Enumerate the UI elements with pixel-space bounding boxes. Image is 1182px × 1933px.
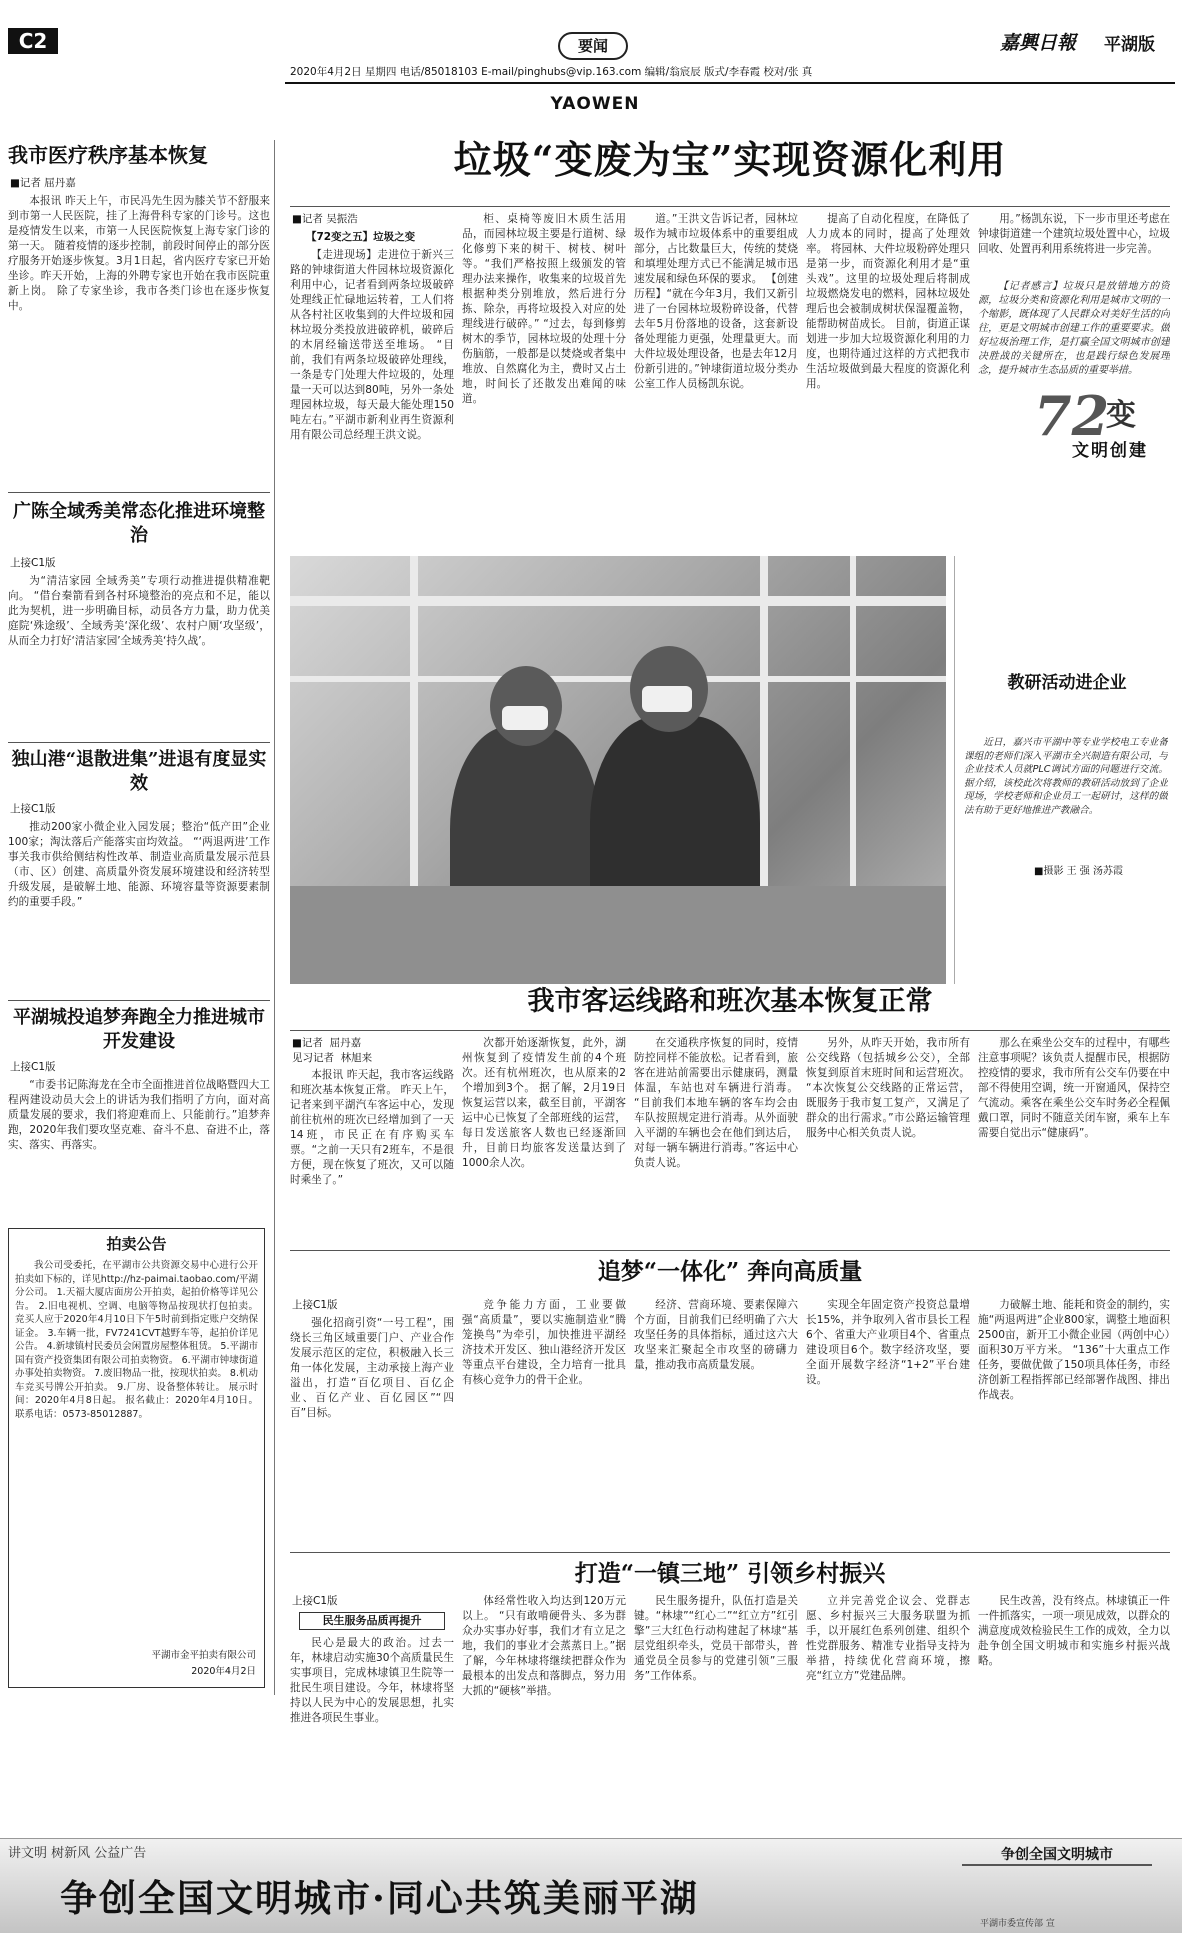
feature-col-1: 【走进现场】走进位于新兴三路的钟埭街道大件园林垃圾资源化利用中心，记者看到两条垃圾破碎处理线正忙碌地运转着，工人们将从各村社区收集到的大件垃圾和园林垃圾分类投放进破碎机，破碎后的木屑经输送带送至堆场。 “目前，我们有两条垃圾破碎处理线，一条是专门处理大件垃圾的，处理量一天可以达到80吨，另外一条处理园林垃圾，每天最大能处理150吨左右。”平湖市新利业再生资源利用有限公司总经理王洪文说。 [290, 249, 454, 441]
divider [8, 742, 270, 743]
banner-slogan: 争创全国文明城市·同心共筑美丽平湖 [60, 1876, 699, 1920]
byline-rural: 上接C1版 [292, 1595, 338, 1607]
date-line: 2020年4月2日 星期四 电话/85018103 E-mail/pinghubs@vip.163.com 编辑/翁宸辰 版式/李春霞 校对/张 真 [290, 66, 813, 78]
page-label: C2 [8, 28, 58, 54]
banner-emblem: 争创全国文明城市 [962, 1844, 1152, 1866]
column-divider [274, 140, 275, 1695]
headline-dushangang: 独山港“退散进集”进退有度显实效 [11, 749, 267, 795]
divider [290, 206, 1170, 207]
headline-chengtou: 平湖城投追梦奔跑全力推进城市开发建设 [13, 1007, 265, 1053]
auction-body: 我公司受委托，在平湖市公共资源交易中心进行公开拍卖如下标的，详见http://hz-paimai.taobao.com/平湖分公司。 1.天福大厦店面房公开拍卖，起拍价格等详见公告。 2.旧电视机、空调、电脑等物品按现状打包拍卖。 竞买人应于2020年4月10日下午5时前到指定账户交纳保证金。 3.车辆一批，FV7241CVT越野车等，起拍价详见公告。 4.新埭镇村民委员会闲置房屋整体租赁。 5.平湖市国有资产投资集团有限公司拍卖物资。 6.平湖市钟埭街道办事处拍卖物资。 7.废旧物品一批，按现状拍卖。 8.机动车竞买号牌公开拍卖。 9.厂房、设备整体转让。 展示时间：2020年4月8日起。 报名截止：2020年4月10日。 联系电话：0573-85012887。 [15, 1260, 258, 1420]
auction-title: 拍卖公告 [106, 1235, 167, 1253]
byline-dushangang: 上接C1版 [10, 803, 56, 815]
feature-col-2: 柜、桌椅等废旧木质生活用品，而园林垃圾主要是行道树、绿化修剪下来的树干、树枝、树叶等。“我们严格按照上级颁发的管理办法来操作，收集来的垃圾首先根据种类分别堆放，然后进行分拣、除杂，再将垃圾投入对应的处理线进行破碎。” “过去，每到修剪树木的季节，园林垃圾的处理十分伤脑筋，一般都是以焚烧或者集中堆放、自然腐化为主，费时又占土地，时间长了还散发出难闻的味道。 [462, 213, 626, 405]
feature-col-3: 道。”王洪文告诉记者，园林垃圾作为城市垃圾体系中的重要组成部分，占比数量巨大，传统的焚烧和填埋处理方式已不能满足城市迅速发展和绿色环保的要求。 【创建历程】“就在今年3月，我们又新引进了一台园林垃圾粉碎设备，代替去年5月份落地的设备，这套新设备处理能力更强，处理量更大。而大件垃圾处理设备，也是去年12月份新引进的。”钟埭街道垃圾分类办公室工作人员杨凯东说。 [634, 213, 798, 390]
divider [8, 1000, 270, 1001]
section-pinyin: YAOWEN [550, 94, 640, 114]
headline-integration: 追梦“一体化” 奔向高质量 [597, 1258, 863, 1285]
integration-col-4: 实现全年固定资产投资总量增长15%，并争取列入省市县长工程6个、省重大产业项目4个、省重点建设项目6个。数字经济攻坚，要全面开展数字经济“1+2”平台建设。 [806, 1299, 970, 1386]
feature-tag: 【72变之五】垃圾之变 [306, 231, 416, 243]
transport-col-1: 本报讯 昨天起，我市客运线路和班次基本恢复正常。 昨天上午，记者来到平湖汽车客运中心，发现前往杭州的班次已经增加到了一天14班，市民正在有序购买车票。“之前一天只有2班车，不是很方便，现在恢复了班次，又可以随时乘坐了。” [290, 1069, 454, 1186]
photo-caption: 近日，嘉兴市平湖中等专业学校电工专业备课组的老师们深入平湖市全兴制造有限公司，与企业技术人员就PLC调试方面的问题进行交流。据介绍，该校此次将教师的教研活动放到了企业现场，学校老师和企业员工一起研讨，这样的做法有助于更好地推进产教融合。 [964, 737, 1168, 816]
article-medical: 本报讯 昨天上午，市民冯先生因为膝关节不舒服来到市第一人民医院，挂了上海骨科专家的门诊号。这也是疫情发生以来，市第一人民医院恢复上海专家门诊的第一天。 随着疫情的逐步控制，前段时间停止的部分医疗服务开始逐步恢复。3月1日起，省内医疗专家已开始坐诊。昨天开始，上海的外聘专家也开始在我市医院重新上岗。 除了专家坐诊，我市各类门诊也在逐步恢复中。 [8, 195, 270, 312]
byline-transport: ■记者 屈丹嘉 见习记者 林旭来 [292, 1037, 373, 1064]
auction-company: 平湖市金平拍卖有限公司 [151, 1650, 256, 1661]
rural-col-4: 立并完善党企议会、党群志愿、乡村振兴三大服务联盟为抓手，以开展红色系列创建、组织个性党群服务、精准专业指导支持为举措，持续优化营商环境，擦亮“红立方”党建品牌。 [806, 1595, 970, 1682]
auction-notice [8, 1228, 265, 1688]
integration-col-1: 强化招商引资“一号工程”，围绕长三角区域重要门户、产业合作发展示范区的定位，积极融入长三角一体化发展，主动承接上海产业溢出，打造“百亿项目、百亿企业、百亿产业、百亿园区”“四百”目标。 [290, 1317, 454, 1419]
banner-footer: 平湖市委宣传部 宣 [980, 1919, 1055, 1929]
divider [290, 1552, 1170, 1553]
transport-col-5: 那么在乘坐公交车的过程中，有哪些注意事项呢？该负责人提醒市民，根据防控疫情的要求，我市所有公交车仍要在中部不得使用空调，统一开窗通风，保持空气流动。乘客在乘坐公交车时务必全程佩戴口罩，同时不随意关闭车窗，乘车上车需要自觉出示“健康码”。 [978, 1037, 1170, 1139]
rural-col-3: 民生服务提升，队伍打造是关键。“林埭”“红心二”“红立方”红引擎”三大红色行动构建起了林埭“基层党组织牵头，党员干部带头，普通党员全员参与的党建引领”三服务”工作体系。 [634, 1595, 798, 1682]
badge-number: 72 [1034, 384, 1110, 448]
feature-editor-note: 【记者感言】垃圾只是放错地方的资源，垃圾分类和资源化利用是城市文明的一个缩影，既体现了人民群众对美好生活的向往，更是文明城市创建工作的重要要求。做好垃圾治理工作，是打赢全国文明城市创建决胜战的关键所在，也是践行绿色发展理念，提升城市生态品质的重要举措。 [978, 281, 1170, 376]
headline-rural: 打造“一镇三地” 引领乡村振兴 [574, 1560, 886, 1587]
article-guangchen: 为“清洁家园 全域秀美”专项行动推进提供精准靶向。 “借台秦箭看到各村环境整治的亮点和不足，能以此为契机，进一步明确目标，动员各方力量，助力优美庭院‘殊途级’、全域秀美‘深化级’、农村户厕‘攻坚级’，从而全力打好‘清洁家园’全域秀美‘持久战’。 [8, 575, 270, 647]
transport-col-2: 次都开始逐渐恢复，此外，湖州恢复到了疫情发生前的4个班次。还有杭州班次，也从原来的2个增加到3个。 据了解，2月19日恢复运营以来，截至目前，平湖客运中心已恢复了全部班线的运营，每日发送旅客人数也已经逐渐回升，目前日均旅客发送量达到了1000余人次。 [462, 1037, 626, 1169]
divider [290, 1030, 1170, 1031]
article-dushangang: 推动200家小微企业入园发展；整治“低产田”企业100家；淘汰落后产能落实亩均效益。 “‘两退两进’工作事关我市供给侧结构性改革、制造业高质量发展示范县（市、区）创建、高质量外资发展环境建设和经济转型升级发展，是破解土地、能源、环境容量等资源要素制约的重要手段。” [8, 821, 270, 908]
feature-col-4: 提高了自动化程度，在降低了人力成本的同时，提高了处理效率。 将园林、大件垃圾粉碎处理只是第一步，而资源化利用才是“重头戏”。这里的垃圾处理后将制成垃圾燃烧发电的燃料，园林垃圾处理后也会被制成树状保湿覆盖物，能帮助树苗成长。 目前，街道正谋划进一步加大垃圾资源化利用的力度，也期待通过这样的方式把我市生活垃圾做到最大程度的资源化利用。 [806, 213, 970, 390]
banner-tagline: 讲文明 树新风 公益广告 [8, 1846, 147, 1861]
civilization-badge [1034, 384, 1170, 466]
transport-col-3: 在交通秩序恢复的同时，疫情防控同样不能放松。记者看到，旅客在进站前需要出示健康码，测量体温，车站也对车辆进行消毒。 “目前我们本地车辆的客车均会由车队按照规定进行消毒。从外面驶入平湖的车辆也会在他们到达后，对每一辆车辆进行消毒。”客运中心负责人说。 [634, 1037, 798, 1169]
transport-col-4: 另外，从昨天开始，我市所有公交线路（包括城乡公交），全部恢复到原首末班时间和运营班次。 “本次恢复公交线路的正常运营，既服务于我市复工复产，又满足了群众的出行需求。”市公路运输管理服务中心相关负责人说。 [806, 1037, 970, 1139]
integration-col-2: 竞争能力方面，工业要做强“高质量”，要以实施制造业“腾笼换鸟”为牵引，加快推进平湖经济技术开发区、独山港经济开发区等重点平台建设，全力培育一批具有核心竞争力的骨干企业。 [462, 1299, 626, 1386]
rural-col-5: 民生改善，没有终点。林埭镇正一件一件抓落实，一项一项见成效，以群众的满意度成效检验民生工作的成效，全力以赴争创全国文明城市和实施乡村振兴战略。 [978, 1595, 1170, 1667]
masthead-rule [285, 82, 1175, 84]
edition-name: 平湖版 [1104, 35, 1155, 55]
badge-suffix: 变 [1106, 398, 1136, 433]
divider [8, 492, 270, 493]
section-badge: 要闻 [558, 32, 628, 60]
photo-workshop [290, 556, 946, 984]
integration-col-5: 力破解土地、能耗和资金的制约，实施“两退两进”企业800家，调整土地面积2500亩，新开工小微企业园（两创中心）面积30万平方米。 “136”十大重点工作任务，要做优做了150项具体任务，市经济创新工程指挥部已经部署作战图、排出作战表。 [978, 1299, 1170, 1401]
byline-chengtou: 上接C1版 [10, 1061, 56, 1073]
feature-col-5: 用。”杨凯东说，下一步市里还考虑在钟埭街道建一个建筑垃圾处置中心，垃圾回收、处置再利用系统将进一步完善。 [978, 213, 1170, 255]
byline-medical: ■记者 屈丹嘉 [10, 177, 76, 189]
photo-credit: ■摄影 王 强 汤苏霞 [1034, 866, 1123, 877]
divider [290, 1250, 1170, 1251]
badge-label: 文明创建 [1072, 441, 1148, 461]
headline-medical: 我市医疗秩序基本恢复 [8, 143, 208, 167]
byline-garbage: ■记者 吴振浩 [292, 213, 358, 225]
byline-integration: 上接C1版 [292, 1299, 338, 1311]
auction-date: 2020年4月2日 [191, 1666, 256, 1677]
paper-name: 嘉興日報 [1000, 32, 1077, 54]
photo-title: 教研活动进企业 [1007, 673, 1127, 693]
headline-guangchen: 广陈全域秀美常态化推进环境整治 [13, 501, 265, 547]
headline-transport: 我市客运线路和班次基本恢复正常 [527, 986, 933, 1017]
byline-guangchen: 上接C1版 [10, 557, 56, 569]
rural-sub-label: 民生服务品质再提升 [299, 1612, 445, 1630]
integration-col-3: 经济、营商环境、要素保障六个方面，目前我们已经明确了六大攻坚任务的具体指标，通过这六大攻坚来汇聚起全市攻坚的磅礴力量，推动我市高质量发展。 [634, 1299, 798, 1371]
headline-garbage: 垃圾“变废为宝”实现资源化利用 [453, 137, 1007, 182]
rural-col-1: 民心是最大的政治。过去一年，林埭启动实施30个高质量民生实事项目，完成林埭镇卫生院等一批民生项目建设。今年，林埭将坚持以人民为中心的发展思想，扎实推进各项民生事业。 [290, 1637, 454, 1724]
article-chengtou: “市委书记陈海龙在全市全面推进首位战略暨四大工程两建设动员大会上的讲话为我们指明了方向，面对高质量发展的要求，我们将迎难而上、只能前行。”追梦奔跑，2020年我们要攻坚克难、奋斗不息、奋进不止，落实、落实、再落实。 [8, 1079, 270, 1151]
rural-col-2: 体经常性收入均达到120万元以上。 “只有敢啃硬骨头、多为群众办实事办好事，我们才有立足之地，我们的事业才会蒸蒸日上。”据了解，今年林埭将继续把群众作为最根本的出发点和落脚点，努力用大抓的“硬核”举措。 [462, 1595, 626, 1697]
